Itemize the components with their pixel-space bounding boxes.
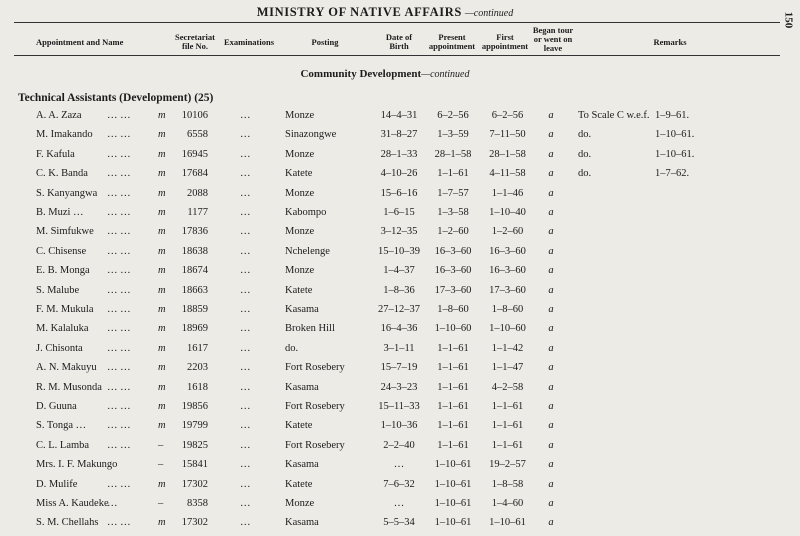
- staff-name: B. Muzi …: [36, 207, 84, 218]
- staff-name: J. Chisonta: [36, 342, 83, 354]
- leader-dots: … …: [107, 401, 131, 412]
- first-appointment-cell: 1–1–61: [491, 439, 524, 451]
- leader-dots: … …: [107, 342, 131, 354]
- present-appointment-cell: 1–10–61: [434, 478, 472, 490]
- date-of-birth-cell: 15–6–16: [380, 187, 418, 199]
- examinations-cell: …: [240, 342, 251, 354]
- col-header-date-of-birth: [374, 33, 424, 51]
- remarks-cell: do.: [578, 129, 592, 141]
- sex-marker: m: [158, 245, 166, 257]
- first-appointment-cell: 19–2–57: [489, 459, 526, 471]
- sex-marker: m: [158, 168, 166, 180]
- sex-marker: –: [158, 498, 164, 509]
- present-appointment-cell: 1–1–61: [437, 401, 469, 412]
- date-of-birth-cell: …: [393, 459, 405, 471]
- remarks-cell: do.: [578, 148, 592, 160]
- examinations-cell: …: [240, 265, 251, 277]
- staff-name: S. Tonga …: [36, 420, 87, 432]
- staff-name: C. Chisense: [36, 245, 87, 257]
- file-number: 1177: [187, 207, 208, 218]
- col-header-secretariat: [170, 33, 220, 51]
- staff-name: A. N. Makuyu: [36, 362, 97, 374]
- posting-cell: Kasama: [285, 381, 319, 393]
- file-number: 18674: [181, 265, 208, 277]
- examinations-cell: …: [240, 498, 251, 509]
- leader-dots: … …: [107, 304, 131, 315]
- col-header-secretariat-line1: Secretariat: [175, 32, 215, 42]
- examinations-cell: …: [240, 284, 251, 296]
- col-header-present-line1: Present: [438, 32, 466, 42]
- group-title: Technical Assistants (Development) (25): [18, 92, 214, 104]
- leader-dots: … …: [107, 245, 131, 257]
- first-appointment-cell: 1–1–47: [491, 362, 524, 374]
- staff-name: F. M. Mukula: [36, 304, 94, 315]
- leader-dots: … …: [107, 148, 131, 160]
- posting-cell: Monze: [285, 110, 315, 121]
- remarks-date-cell: 1–9–61.: [655, 110, 690, 121]
- present-appointment-cell: 16–3–60: [434, 245, 472, 257]
- present-appointment-cell: 1–1–61: [437, 420, 469, 432]
- remarks-cell: do.: [578, 168, 592, 180]
- leader-dots: … …: [107, 420, 131, 432]
- first-appointment-cell: 4–2–58: [491, 381, 524, 393]
- staff-name: D. Guuna: [36, 401, 77, 412]
- date-of-birth-cell: 16–4–36: [380, 323, 418, 335]
- began-tour-cell: a: [548, 342, 554, 354]
- table-row: [0, 285, 800, 304]
- examinations-cell: …: [240, 110, 251, 121]
- examinations-cell: …: [240, 245, 251, 257]
- sex-marker: m: [158, 187, 166, 199]
- began-tour-cell: a: [548, 478, 554, 490]
- began-tour-cell: a: [548, 187, 554, 199]
- present-appointment-cell: 1–3–59: [437, 129, 469, 141]
- file-number: 2088: [187, 187, 208, 199]
- present-appointment-cell: 1–7–57: [437, 187, 469, 199]
- posting-cell: Monze: [285, 148, 315, 160]
- began-tour-cell: a: [548, 381, 554, 393]
- began-tour-cell: a: [548, 323, 554, 335]
- running-head-continued: —continued: [464, 8, 514, 19]
- sex-marker: m: [158, 129, 166, 141]
- began-tour-cell: a: [548, 284, 554, 296]
- remarks-cell: To Scale C w.e.f.: [578, 110, 650, 121]
- file-number: 1617: [187, 342, 208, 354]
- sex-marker: m: [158, 342, 166, 354]
- began-tour-cell: a: [548, 129, 554, 141]
- sex-marker: m: [158, 420, 166, 432]
- first-appointment-cell: 1–8–58: [491, 478, 524, 490]
- staff-name: M. Kalaluka: [36, 323, 89, 335]
- posting-cell: Sinazongwe: [285, 129, 337, 141]
- sex-marker: m: [158, 401, 166, 412]
- staff-name: E. B. Monga: [36, 265, 90, 277]
- staff-name: F. Kafula: [36, 148, 75, 160]
- present-appointment-cell: 1–1–61: [437, 362, 469, 374]
- sex-marker: m: [158, 323, 166, 335]
- table-row: [0, 498, 800, 517]
- first-appointment-cell: 1–4–60: [491, 498, 524, 509]
- date-of-birth-cell: 1–10–36: [380, 420, 418, 432]
- sex-marker: m: [158, 207, 166, 218]
- first-appointment-cell: 4–11–58: [489, 168, 526, 180]
- file-number: 19856: [181, 401, 208, 412]
- examinations-cell: …: [240, 362, 251, 374]
- present-appointment-cell: 1–10–61: [434, 459, 472, 471]
- section-heading: [0, 68, 770, 80]
- col-header-tour-line3: leave: [543, 43, 563, 53]
- table-row: [0, 265, 800, 284]
- col-header-first-appointment: [474, 33, 536, 51]
- staff-name: D. Mulife: [36, 478, 78, 490]
- staff-name: Mrs. I. F. Makungo: [36, 459, 118, 471]
- col-header-dob-line1: Date of: [385, 32, 413, 42]
- first-appointment-cell: 1–1–46: [491, 187, 524, 199]
- table-row: [0, 517, 800, 536]
- posting-cell: Monze: [285, 226, 315, 238]
- examinations-cell: …: [240, 148, 251, 160]
- sex-marker: m: [158, 381, 166, 393]
- posting-cell: Monze: [285, 187, 315, 199]
- running-head: [0, 5, 770, 20]
- date-of-birth-cell: 7–6–32: [383, 478, 415, 490]
- table-row: [0, 382, 800, 401]
- examinations-cell: …: [240, 420, 251, 432]
- present-appointment-cell: 1–2–60: [437, 226, 469, 238]
- first-appointment-cell: 17–3–60: [489, 284, 526, 296]
- examinations-cell: …: [240, 129, 251, 141]
- posting-cell: Katete: [285, 420, 313, 432]
- section-continued: —continued: [421, 69, 470, 80]
- examinations-cell: …: [240, 459, 251, 471]
- file-number: 18638: [181, 245, 208, 257]
- present-appointment-cell: 17–3–60: [434, 284, 472, 296]
- sex-marker: m: [158, 517, 166, 529]
- staff-name: S. Kanyangwa: [36, 187, 98, 199]
- first-appointment-cell: 16–3–60: [489, 245, 526, 257]
- examinations-cell: …: [240, 517, 251, 529]
- examinations-cell: …: [240, 168, 251, 180]
- file-number: 2203: [187, 362, 208, 374]
- file-number: 6558: [187, 129, 208, 141]
- date-of-birth-cell: 2–2–40: [383, 439, 415, 451]
- leader-dots: … …: [107, 226, 131, 238]
- table-row: [0, 168, 800, 187]
- sex-marker: m: [158, 362, 166, 374]
- began-tour-cell: a: [548, 207, 554, 218]
- col-header-dob-line2: Birth: [389, 41, 409, 51]
- date-of-birth-cell: …: [393, 498, 405, 509]
- table-row: [0, 149, 800, 168]
- first-appointment-cell: 7–11–50: [489, 129, 526, 141]
- page-number: 150: [781, 11, 794, 29]
- present-appointment-cell: 1–1–61: [437, 168, 469, 180]
- staff-name: S. Malube: [36, 284, 80, 296]
- staff-name: A. A. Zaza: [36, 110, 82, 121]
- leader-dots: … …: [107, 323, 131, 335]
- present-appointment-cell: 1–3–58: [437, 207, 469, 218]
- col-header-tour-line1: Began tour: [532, 25, 574, 35]
- date-of-birth-cell: 3–1–11: [383, 342, 415, 354]
- began-tour-cell: a: [548, 265, 554, 277]
- date-of-birth-cell: 24–3–23: [380, 381, 418, 393]
- date-of-birth-cell: 15–11–33: [378, 401, 420, 412]
- file-number: 19799: [181, 420, 208, 432]
- leader-dots: … …: [107, 207, 131, 218]
- staff-name: M. Imakando: [36, 129, 93, 141]
- col-header-appointment: Appointment and Name: [36, 37, 124, 47]
- file-number: 17302: [181, 478, 208, 490]
- file-number: 17302: [181, 517, 208, 529]
- date-of-birth-cell: 15–7–19: [380, 362, 418, 374]
- examinations-cell: …: [240, 401, 251, 412]
- col-header-examinations: Examinations: [223, 37, 275, 47]
- date-of-birth-cell: 5–5–34: [383, 517, 415, 529]
- first-appointment-cell: 1–10–60: [489, 323, 526, 335]
- file-number: 1618: [187, 381, 208, 393]
- present-appointment-cell: 1–10–61: [434, 498, 472, 509]
- first-appointment-cell: 1–1–61: [491, 420, 524, 432]
- col-header-first-line2: appointment: [481, 41, 529, 51]
- table-row: [0, 440, 800, 459]
- examinations-cell: …: [240, 439, 251, 451]
- remarks-date-cell: 1–10–61.: [655, 129, 695, 141]
- present-appointment-cell: 1–8–60: [437, 304, 469, 315]
- posting-cell: Nchelenge: [285, 245, 330, 257]
- date-of-birth-cell: 4–10–26: [380, 168, 418, 180]
- col-header-present-line2: appointment: [428, 41, 476, 51]
- table-row: [0, 188, 800, 207]
- began-tour-cell: a: [548, 517, 554, 529]
- leader-dots: … …: [107, 284, 131, 296]
- sex-marker: m: [158, 226, 166, 238]
- table-row: [0, 226, 800, 245]
- file-number: 19825: [181, 439, 208, 451]
- examinations-cell: …: [240, 304, 251, 315]
- posting-cell: Kabompo: [285, 207, 327, 218]
- file-number: 17684: [181, 168, 208, 180]
- table-row: [0, 459, 800, 478]
- began-tour-cell: a: [548, 168, 554, 180]
- table-row: [0, 420, 800, 439]
- col-header-secretariat-line2: file No.: [182, 41, 208, 51]
- date-of-birth-cell: 1–4–37: [383, 265, 415, 277]
- posting-cell: Broken Hill: [285, 323, 335, 335]
- col-header-first-line1: First: [496, 32, 514, 42]
- first-appointment-cell: 28–1–58: [489, 148, 526, 160]
- first-appointment-cell: 1–10–61: [489, 517, 526, 529]
- sex-marker: m: [158, 110, 166, 121]
- first-appointment-cell: 1–10–40: [489, 207, 526, 218]
- col-header-began-tour: [530, 26, 576, 53]
- section-title: Community Development: [300, 68, 422, 80]
- leader-dots: … …: [107, 517, 131, 529]
- table-row: [0, 246, 800, 265]
- staff-name: C. L. Lamba: [36, 439, 90, 451]
- sex-marker: m: [158, 148, 166, 160]
- leader-dots: … …: [107, 265, 131, 277]
- examinations-cell: …: [240, 207, 251, 218]
- file-number: 17836: [181, 226, 208, 238]
- began-tour-cell: a: [548, 362, 554, 374]
- began-tour-cell: a: [548, 439, 554, 451]
- present-appointment-cell: 6–2–56: [437, 110, 469, 121]
- running-head-title: MINISTRY OF NATIVE AFFAIRS: [256, 5, 462, 19]
- staff-name: M. Simfukwe: [36, 226, 94, 238]
- leader-dots: … …: [107, 187, 131, 199]
- file-number: 15841: [181, 459, 208, 471]
- staff-name: R. M. Musonda: [36, 381, 102, 393]
- file-number: 18859: [181, 304, 208, 315]
- leader-dots: … …: [107, 381, 131, 393]
- posting-cell: Monze: [285, 265, 315, 277]
- present-appointment-cell: 1–1–61: [437, 342, 469, 354]
- posting-cell: Fort Rosebery: [285, 439, 345, 451]
- began-tour-cell: a: [548, 226, 554, 238]
- present-appointment-cell: 16–3–60: [434, 265, 472, 277]
- staff-name: S. M. Chellahs: [36, 517, 99, 529]
- began-tour-cell: a: [548, 420, 554, 432]
- examinations-cell: …: [240, 381, 251, 393]
- leader-dots: … …: [107, 439, 131, 451]
- examinations-cell: …: [240, 478, 251, 490]
- table-row: [0, 110, 800, 129]
- date-of-birth-cell: 1–8–36: [383, 284, 415, 296]
- file-number: 8358: [187, 498, 208, 509]
- date-of-birth-cell: 27–12–37: [378, 304, 420, 315]
- posting-cell: Kasama: [285, 304, 319, 315]
- leader-dots: …: [107, 498, 118, 509]
- date-of-birth-cell: 15–10–39: [378, 245, 420, 257]
- sex-marker: m: [158, 284, 166, 296]
- file-number: 18663: [181, 284, 208, 296]
- present-appointment-cell: 1–10–60: [434, 323, 472, 335]
- staff-name: Miss A. Kaudeke: [36, 498, 109, 509]
- examinations-cell: …: [240, 226, 251, 238]
- posting-cell: Kasama: [285, 459, 319, 471]
- sex-marker: –: [158, 439, 164, 451]
- table-row: [0, 479, 800, 498]
- header-bottom-rule: [14, 55, 780, 56]
- began-tour-cell: a: [548, 148, 554, 160]
- leader-dots: … …: [107, 110, 131, 121]
- first-appointment-cell: 1–2–60: [491, 226, 524, 238]
- posting-cell: do.: [285, 342, 299, 354]
- col-header-posting: Posting: [311, 37, 339, 47]
- posting-cell: Katete: [285, 478, 313, 490]
- began-tour-cell: a: [548, 245, 554, 257]
- present-appointment-cell: 28–1–58: [434, 148, 472, 160]
- staff-name: C. K. Banda: [36, 168, 88, 180]
- first-appointment-cell: 1–8–60: [491, 304, 524, 315]
- posting-cell: Katete: [285, 168, 313, 180]
- began-tour-cell: a: [548, 498, 554, 509]
- table-row: [0, 362, 800, 381]
- header-top-rule: [14, 22, 780, 23]
- table-row: [0, 401, 800, 420]
- file-number: 10106: [181, 110, 208, 121]
- remarks-date-cell: 1–7–62.: [655, 168, 690, 180]
- sex-marker: m: [158, 478, 166, 490]
- sex-marker: m: [158, 304, 166, 315]
- posting-cell: Kasama: [285, 517, 319, 529]
- began-tour-cell: a: [548, 110, 554, 121]
- first-appointment-cell: 1–1–61: [491, 401, 524, 412]
- present-appointment-cell: 1–1–61: [437, 381, 469, 393]
- posting-cell: Katete: [285, 284, 313, 296]
- table-row: [0, 323, 800, 342]
- date-of-birth-cell: 3–12–35: [380, 226, 418, 238]
- leader-dots: … …: [107, 129, 131, 141]
- began-tour-cell: a: [548, 459, 554, 471]
- present-appointment-cell: 1–1–61: [437, 439, 469, 451]
- posting-cell: Fort Rosebery: [285, 362, 345, 374]
- file-number: 18969: [181, 323, 208, 335]
- sex-marker: –: [158, 459, 164, 471]
- began-tour-cell: a: [548, 304, 554, 315]
- examinations-cell: …: [240, 323, 251, 335]
- examinations-cell: …: [240, 187, 251, 199]
- date-of-birth-cell: 31–8–27: [380, 129, 418, 141]
- col-header-tour-line2: or went on: [533, 34, 573, 44]
- posting-cell: Fort Rosebery: [285, 401, 345, 412]
- date-of-birth-cell: 28–1–33: [380, 148, 418, 160]
- first-appointment-cell: 6–2–56: [491, 110, 524, 121]
- date-of-birth-cell: 1–6–15: [383, 207, 415, 218]
- date-of-birth-cell: 14–4–31: [380, 110, 418, 121]
- present-appointment-cell: 1–10–61: [434, 517, 472, 529]
- table-row: [0, 129, 800, 148]
- table-row: [0, 304, 800, 323]
- leader-dots: … …: [107, 168, 131, 180]
- leader-dots: … …: [107, 362, 131, 374]
- sex-marker: m: [158, 265, 166, 277]
- posting-cell: Monze: [285, 498, 315, 509]
- col-header-remarks: Remarks: [653, 37, 687, 47]
- table-row: [0, 343, 800, 362]
- leader-dots: … …: [107, 478, 131, 490]
- began-tour-cell: a: [548, 401, 554, 412]
- remarks-date-cell: 1–10–61.: [655, 148, 695, 160]
- file-number: 16945: [181, 148, 208, 160]
- first-appointment-cell: 16–3–60: [489, 265, 526, 277]
- first-appointment-cell: 1–1–42: [491, 342, 524, 354]
- table-row: [0, 207, 800, 226]
